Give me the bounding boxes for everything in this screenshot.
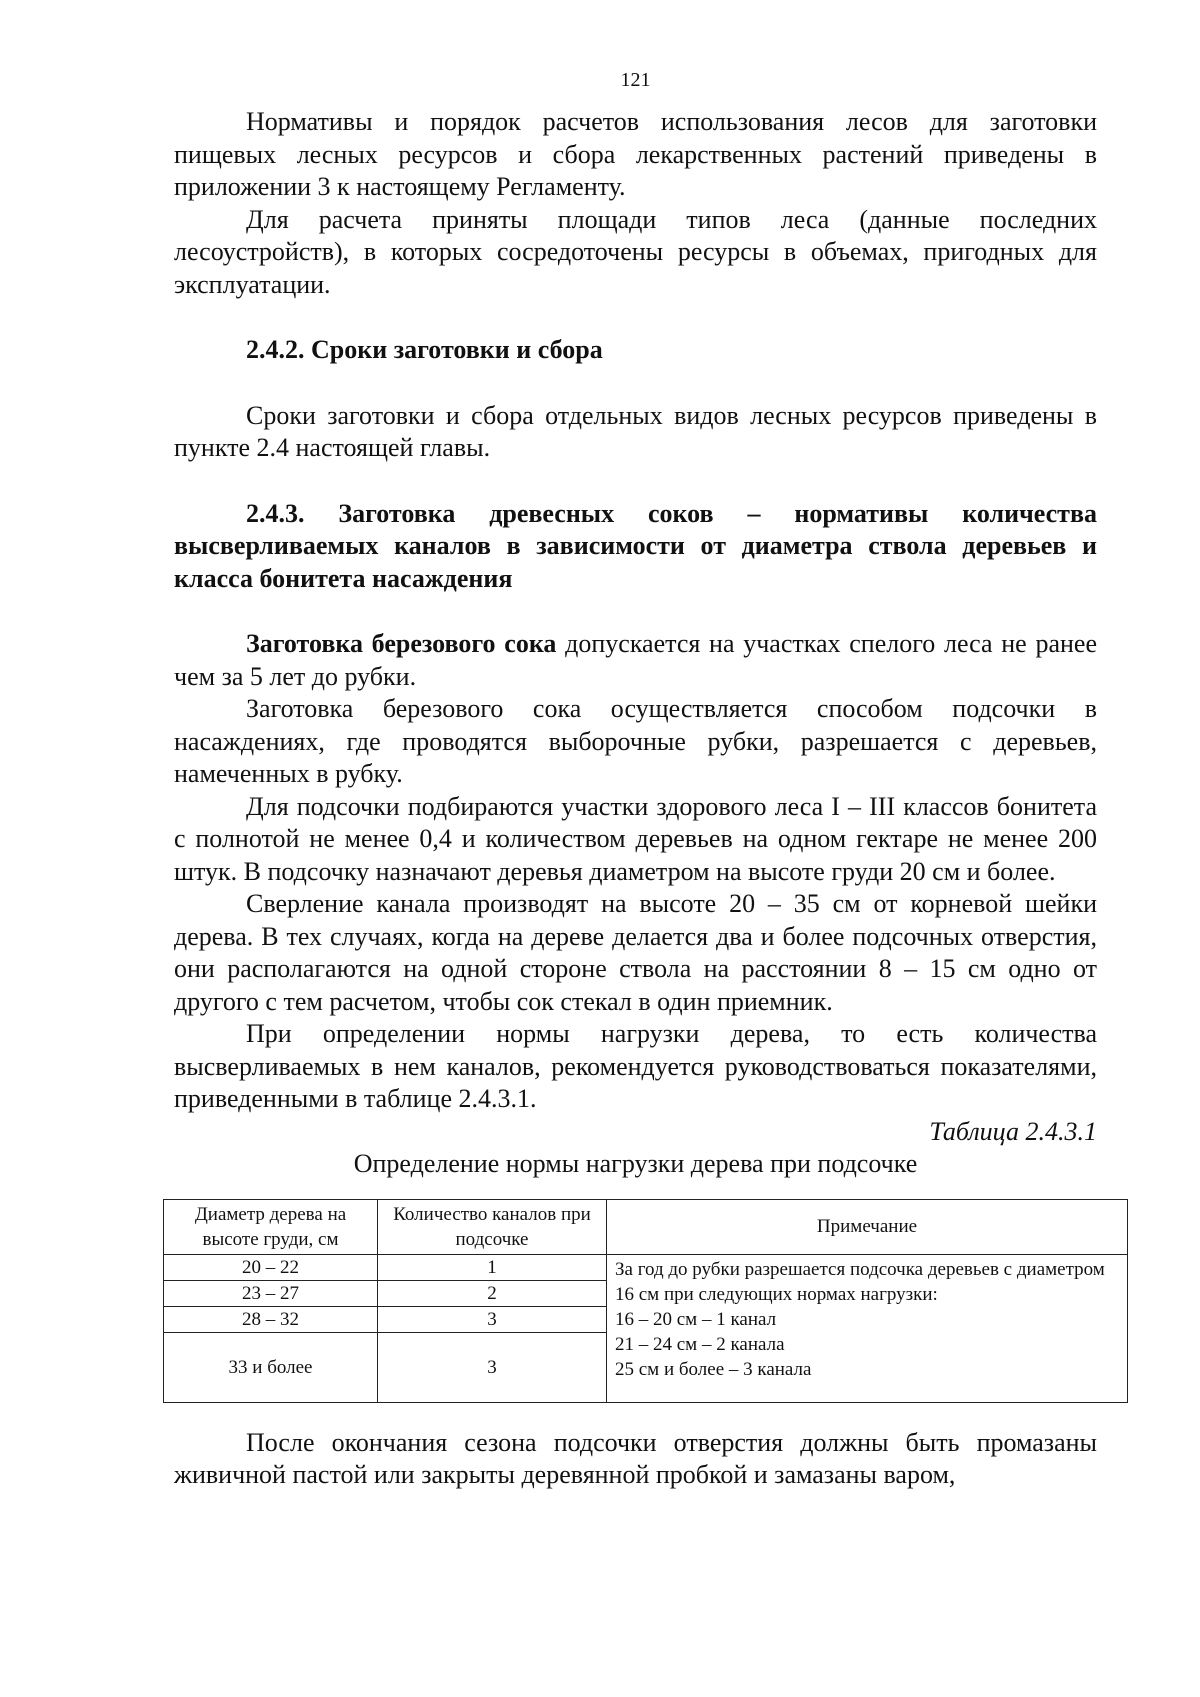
cell-diameter: 23 – 27	[164, 1280, 378, 1306]
table-title: Определение нормы нагрузки дерева при подсочке	[353, 1149, 918, 1178]
header-note: Примечание	[607, 1199, 1128, 1254]
heading-2-4-3: 2.4.3. Заготовка древесных соков – нормативы количества высверливаемых каналов в зависимости от диаметра ствола деревьев и класса бонитета насаждения	[174, 498, 1097, 593]
spacer	[174, 367, 1097, 400]
spacer	[174, 465, 1097, 498]
birch-sap-bold-lead: Заготовка березового сока	[246, 629, 557, 658]
note-line: 16 – 20 см – 1 канал	[615, 1308, 777, 1330]
cell-diameter: 20 – 22	[164, 1254, 378, 1280]
paragraph-standards: Нормативы и порядок расчетов использования лесов для заготовки пищевых лесных ресурсов и сбора лекарственных растений приведены в приложении 3 к настоящему Регламенту.	[174, 107, 1097, 201]
cell-diameter: 28 – 32	[164, 1306, 378, 1332]
header-diameter: Диаметр дерева на высоте груди, см	[164, 1199, 378, 1254]
table-header-row	[164, 1199, 1128, 1254]
note-line: 21 – 24 см – 2 канала	[615, 1333, 785, 1355]
birch-sap-rest: допускается на участках спелого леса не ранее чем за 5 лет до рубки.	[174, 629, 1097, 691]
cell-channels: 3	[378, 1332, 607, 1402]
heading-2-4-2: 2.4.2. Сроки заготовки и сбора	[246, 335, 603, 364]
table-number: Таблица 2.4.3.1	[929, 1116, 1097, 1146]
paragraph-calculation: Для расчета приняты площади типов леса (данные последних лесоустройств), в которых сосредоточены ресурсы в объемах, пригодных для эксплуатации.	[174, 204, 1097, 299]
paragraph-birch-sap	[174, 628, 1097, 693]
cell-channels: 1	[378, 1254, 607, 1280]
header-channels: Количество каналов при подсочке	[378, 1199, 607, 1254]
cell-note	[607, 1254, 1128, 1402]
paragraph-load-norm: При определении нормы нагрузки дерева, то есть количества высверливаемых в нем каналов, рекомендуется руководствоваться показателями, приведенными в таблице 2.4.3.1.	[174, 1019, 1097, 1113]
cell-channels: 3	[378, 1306, 607, 1332]
spacer	[174, 595, 1097, 628]
spacer	[174, 301, 1097, 334]
note-line: За год до рубки разрешается подсочка деревьев с диаметром 16 см при следующих нормах нагрузки:	[615, 1258, 1105, 1305]
paragraph-tapping-method: Заготовка березового сока осуществляется способом подсочки в насаждениях, где проводятся выборочные рубки, разрешается с деревьев, намеченных в рубку.	[174, 694, 1097, 788]
paragraph-terms: Сроки заготовки и сбора отдельных видов лесных ресурсов приведены в пункте 2.4 настоящей главы.	[174, 400, 1097, 462]
paragraph-drilling: Сверление канала производят на высоте 20 – 35 см от корневой шейки дерева. В тех случаях, когда на дереве делается два и более подсочных отверстия, они располагаются на одной стороне ствола на расстоянии 8 – 15 см одно от другого с тем расчетом, чтобы сок стекал в один приемник.	[174, 889, 1097, 1016]
cell-channels: 2	[378, 1280, 607, 1306]
page-number: 121	[620, 69, 651, 91]
paragraph-after-tapping: После окончания сезона подсочки отверстия должны быть промазаны живичной пастой или закрыты деревянной пробкой и замазаны варом,	[174, 1427, 1097, 1489]
paragraph-site-selection: Для подсочки подбираются участки здорового леса I – III классов бонитета с полнотой не менее 0,4 и количеством деревьев на одном гектаре не менее 200 штук. В подсочку назначают деревья диаметром на высоте груди 20 см и более.	[174, 791, 1097, 886]
note-line: 25 см и более – 3 канала	[615, 1358, 812, 1380]
table-row	[164, 1254, 1128, 1280]
cell-diameter: 33 и более	[164, 1332, 378, 1402]
tapping-load-table	[163, 1199, 1128, 1403]
